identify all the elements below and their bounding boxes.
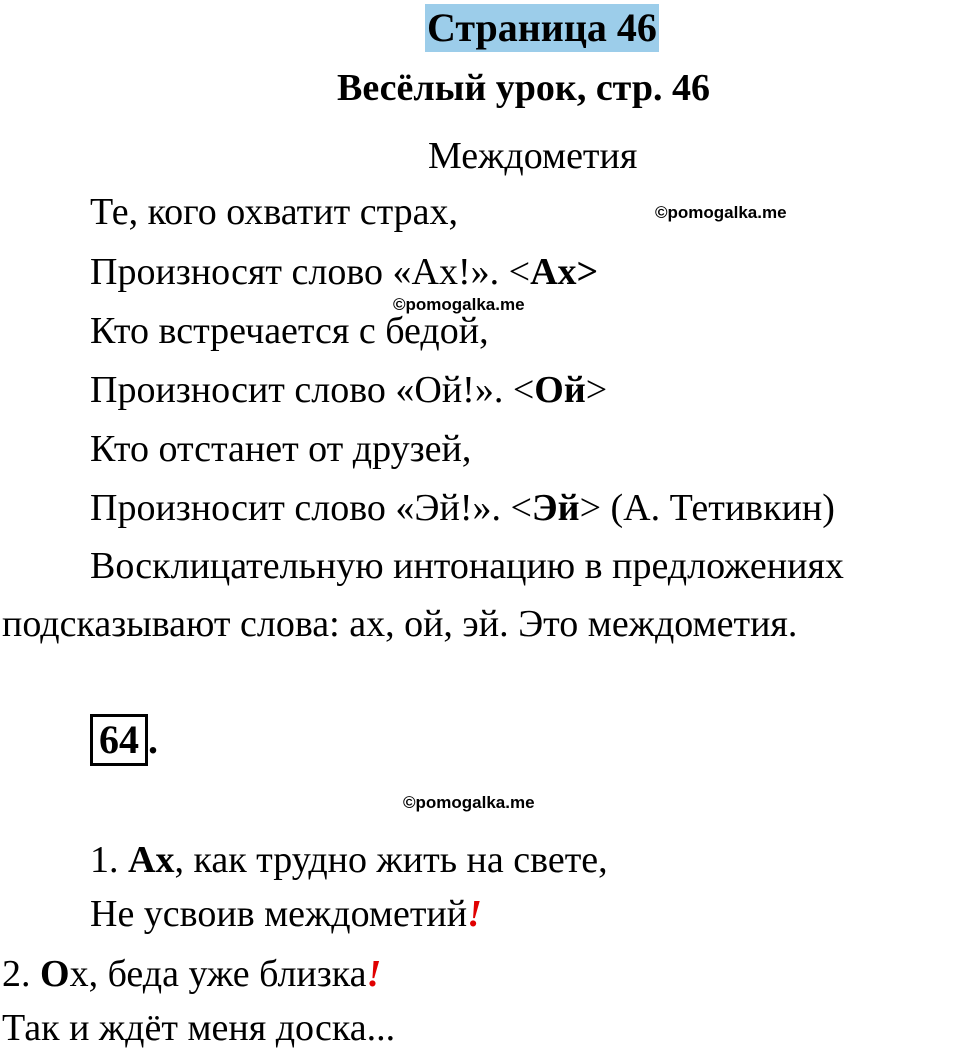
watermark: ©pomogalka.me xyxy=(655,203,787,222)
poem-line-4: Произносит слово «Ой!». <Ой> xyxy=(90,369,608,411)
exclamation-mark: ! xyxy=(366,953,382,995)
watermark: ©pomogalka.me xyxy=(403,793,535,812)
poem-line-1: Те, кого охватит страх, xyxy=(90,191,459,233)
interjection-bold: Эй xyxy=(531,487,580,529)
poem-line-2: Произносят слово «Ах!». <Ах> xyxy=(90,251,599,293)
explanation-line-2: подсказывают слова: ах, ой, эй. Это междометия. xyxy=(2,603,798,645)
answer-line-2: Не усвоив междометий! xyxy=(90,893,482,935)
answer-line-1: 1. Ах, как трудно жить на свете, xyxy=(90,839,608,881)
poem-line-5: Кто отстанет от друзей, xyxy=(90,428,472,470)
page-title: Страница 46 xyxy=(427,5,657,50)
topic-heading: Междометия xyxy=(428,135,638,177)
answer-line-3: 2. Ох, беда уже близка! xyxy=(2,953,382,995)
exercise-number: 64 . xyxy=(90,714,158,766)
interjection-bold: Ой xyxy=(534,369,586,411)
explanation-line-1: Восклицательную интонацию в предложениях xyxy=(90,545,844,587)
poem-line-6: Произносит слово «Эй!». <Эй> (А. Тетивкин) xyxy=(90,487,835,529)
interjection-bold: Ах> xyxy=(530,251,599,293)
exercise-number-box: 64 xyxy=(90,714,148,766)
answer-line-4: Так и ждёт меня доска... xyxy=(2,1007,396,1049)
lesson-subtitle: Весёлый урок, стр. 46 xyxy=(337,67,710,109)
exclamation-mark: ! xyxy=(467,893,482,935)
watermark: ©pomogalka.me xyxy=(393,295,525,314)
poem-line-3: Кто встречается с бедой, xyxy=(90,310,489,352)
